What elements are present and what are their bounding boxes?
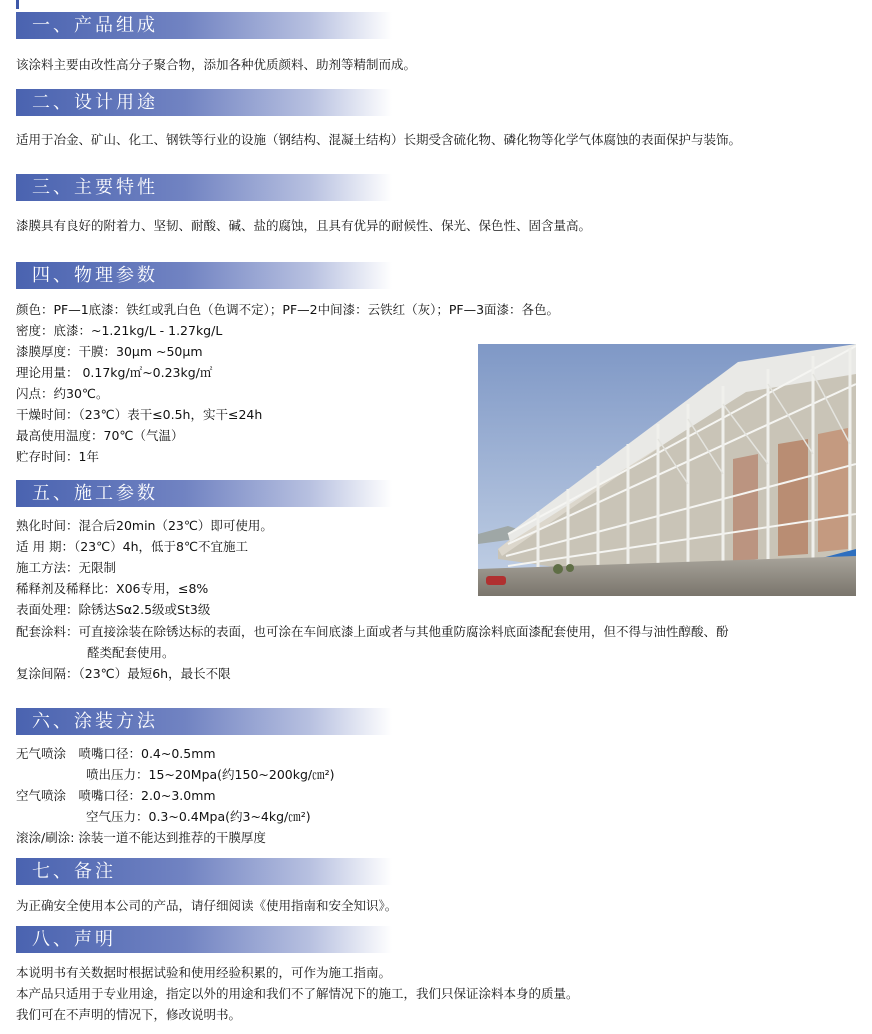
method-airless-pressure: 喷出压力：15~20Mpa(约150~200kg/㎝²) [86,767,335,782]
section-title: 三、主要特性 [32,177,158,198]
method-airless-nozzle: 无气喷涂 喷嘴口径：0.4~0.5mm [16,746,216,761]
method-roll-brush: 滚涂/刷涂: 涂装一道不能达到推荐的干膜厚度 [16,830,266,845]
section-header-usage [16,89,392,116]
paragraph-line: 该涂料主要由改性高分子聚合物，添加各种优质颜料、助剂等精制而成。 [16,57,417,72]
steel-structure-illustration [478,344,856,596]
section-title: 八、声明 [32,929,116,950]
section-title: 五、施工参数 [32,483,158,504]
section-title: 六、涂装方法 [32,711,158,732]
param-pot-life: 适 用 期：（23℃）4h，低于8℃不宜施工 [16,539,249,554]
param-curing-time: 熟化时间：混合后20min（23℃）即可使用。 [16,518,273,533]
section-header-application-methods [16,708,392,735]
section-header-remarks [16,858,392,885]
param-matching-coatings: 配套涂料：可直接涂装在除锈达标的表面，也可涂在车间底漆上面或者与其他重防腐涂料底面漆配套使用，但不得与油性醇酸、酚 [16,624,729,639]
param-surface-treatment: 表面处理：除锈达Sα2.5级或St3级 [16,602,211,617]
statement-line: 我们可在不声明的情况下，修改说明书。 [16,1007,242,1022]
param-film-thickness: 漆膜厚度：干膜：30μm ~50μm [16,344,203,359]
param-flash-point: 闪点：约30℃。 [16,386,109,401]
section-header-construction-parameters [16,480,392,507]
param-max-temperature: 最高使用温度：70℃（气温） [16,428,184,443]
section-title: 一、产品组成 [32,15,158,36]
section-title: 二、设计用途 [32,92,158,113]
param-drying-time: 干燥时间：（23℃）表干≤0.5h，实干≤24h [16,407,263,422]
paragraph-line: 漆膜具有良好的附着力、坚韧、耐酸、碱、盐的腐蚀，且具有优异的耐候性、保光、保色性、固含量高。 [16,218,592,233]
param-color: 颜色：PF—1底漆：铁红或乳白色（色调不定）；PF—2中间漆：云铁红（灰）；PF—3面漆：各色。 [16,302,560,317]
method-air-nozzle: 空气喷涂 喷嘴口径：2.0~3.0mm [16,788,216,803]
steel-structure-building-photo [478,344,856,596]
param-thinner: 稀释剂及稀释比：X06专用，≤8% [16,581,209,596]
paragraph-line: 适用于冶金、矿山、化工、钢铁等行业的设施（钢结构、混凝土结构）长期受含硫化物、磷化物等化学气体腐蚀的表面保护与装饰。 [16,132,742,147]
statement-line: 本说明书有关数据时根据试验和使用经验积累的，可作为施工指南。 [16,965,392,980]
param-theoretical-usage: 理论用量： 0.17kg/㎡~0.23kg/㎡ [16,365,213,380]
param-recoat-interval: 复涂间隔：（23℃）最短6h，最长不限 [16,666,231,681]
method-air-pressure: 空气压力：0.3~0.4Mpa(约3~4kg/㎝²) [86,809,311,824]
section-header-physical-parameters [16,262,392,289]
section-title: 七、备注 [32,861,116,882]
param-storage-time: 贮存时间：1年 [16,449,99,464]
section-header-composition [16,12,392,39]
section-header-statement [16,926,392,953]
section-header-features [16,174,392,201]
section-title: 四、物理参数 [32,265,158,286]
top-accent-mark [16,0,19,9]
param-method: 施工方法：无限制 [16,560,117,575]
paragraph-line: 为正确安全使用本公司的产品，请仔细阅读《使用指南和安全知识》。 [16,898,398,913]
param-density: 密度：底漆：~1.21kg/L - 1.27kg/L [16,323,223,338]
statement-line: 本产品只适用于专业用途，指定以外的用途和我们不了解情况下的施工，我们只保证涂料本身的质量。 [16,986,579,1001]
param-matching-coatings-cont: 醛类配套使用。 [87,645,175,660]
